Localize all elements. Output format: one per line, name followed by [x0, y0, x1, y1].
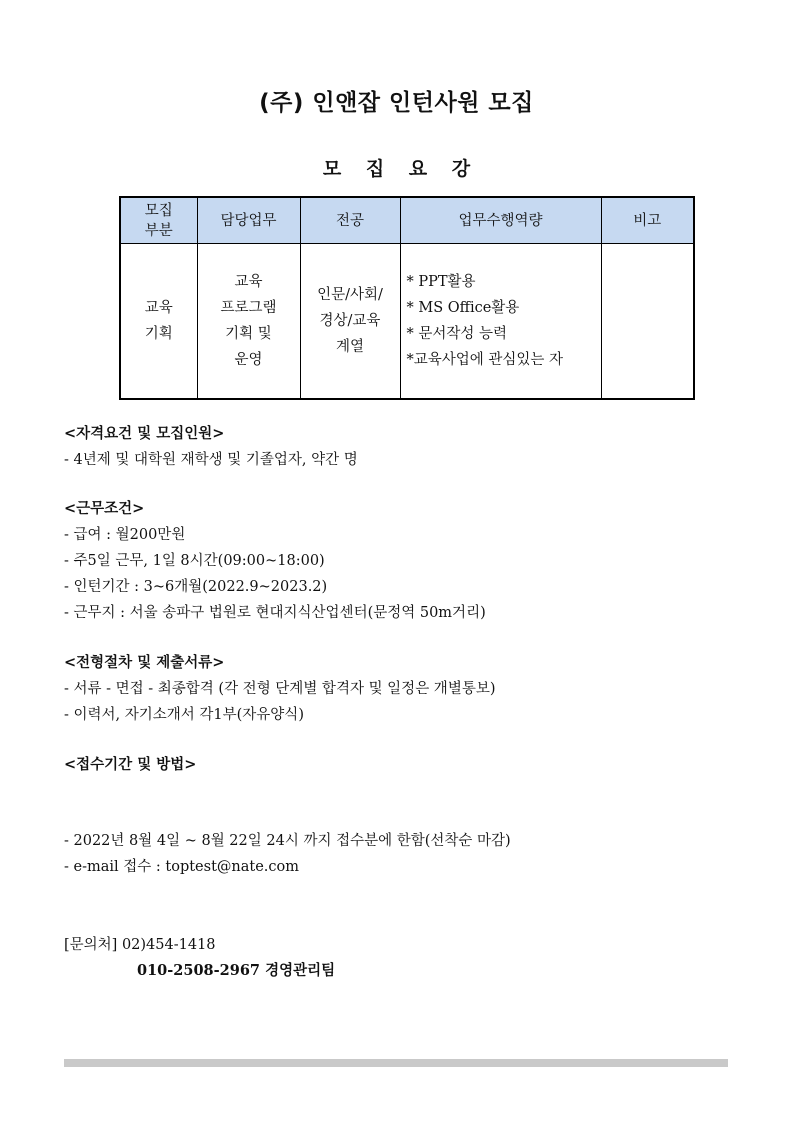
contact-line: [문의처] 02)454-1418: [64, 937, 216, 953]
qualification-section: [64, 422, 358, 474]
header-division-line: 부분: [144, 222, 173, 239]
conditions-section: [64, 497, 486, 627]
process-line: - 서류 - 면접 - 최종합격 (각 전형 단계별 합격자 및 일정은 개별통보): [64, 681, 496, 697]
duty-line: 기획 및: [225, 326, 272, 342]
section-subtitle: 모 집 요 강: [322, 158, 471, 180]
header-note: 비고: [601, 197, 694, 244]
cell-competencies: [400, 244, 601, 400]
cell-major: [300, 244, 400, 400]
qualification-line: - 4년제 및 대학원 재학생 및 기졸업자, 약간 명: [64, 452, 358, 468]
conditions-line: - 급여 : 월200만원: [64, 527, 186, 543]
header-division-line: 모집: [144, 202, 173, 219]
division-line: 기획: [144, 326, 173, 342]
application-section: [64, 829, 511, 881]
application-line: - 2022년 8월 4일 ~ 8월 22일 24시 까지 접수분에 한함(선착순 마감): [64, 833, 511, 849]
application-line: - e-mail 접수 : toptest@nate.com: [64, 859, 299, 875]
division-line: 교육: [144, 300, 173, 316]
header-major: 전공: [300, 197, 400, 244]
cell-note: [601, 244, 694, 400]
cell-division: [120, 244, 197, 400]
recruitment-table: [119, 196, 695, 400]
competency-line: *교육사업에 관심있는 자: [406, 352, 564, 368]
process-line: - 이력서, 자기소개서 각1부(자유양식): [64, 707, 304, 723]
process-heading: <전형절차 및 제출서류>: [64, 654, 225, 671]
duty-line: 프로그램: [220, 300, 277, 316]
competency-line: * PPT활용: [406, 274, 476, 290]
major-line: 경상/교육: [319, 313, 381, 329]
major-line: 인문/사회/: [317, 287, 383, 303]
conditions-heading: <근무조건>: [64, 500, 145, 517]
document-title: (주) 인앤잡 인턴사원 모집: [259, 90, 534, 116]
competency-line: * MS Office활용: [406, 300, 520, 316]
qualification-heading: <자격요건 및 모집인원>: [64, 425, 225, 442]
application-heading: <접수기간 및 방법>: [64, 756, 197, 773]
table-row: [120, 244, 694, 400]
table-header-row: [120, 197, 694, 244]
contact-phone-line: 010-2508-2967 경영관리팀: [137, 962, 336, 979]
conditions-line: - 근무지 : 서울 송파구 법원로 현대지식산업센터(문정역 50m거리): [64, 605, 486, 621]
duty-line: 운영: [234, 352, 263, 368]
process-section: [64, 651, 496, 729]
header-division: [120, 197, 197, 244]
header-competencies: 업무수행역량: [400, 197, 601, 244]
conditions-line: - 인턴기간 : 3~6개월(2022.9~2023.2): [64, 579, 328, 595]
footer-divider: [64, 1059, 728, 1067]
header-duty: 담당업무: [197, 197, 300, 244]
major-line: 계열: [335, 339, 364, 355]
cell-duty: [197, 244, 300, 400]
application-heading-block: [64, 753, 196, 779]
competency-line: * 문서작성 능력: [406, 326, 508, 342]
duty-line: 교육: [234, 274, 263, 290]
conditions-line: - 주5일 근무, 1일 8시간(09:00~18:00): [64, 553, 325, 569]
contact-info: [64, 932, 335, 984]
